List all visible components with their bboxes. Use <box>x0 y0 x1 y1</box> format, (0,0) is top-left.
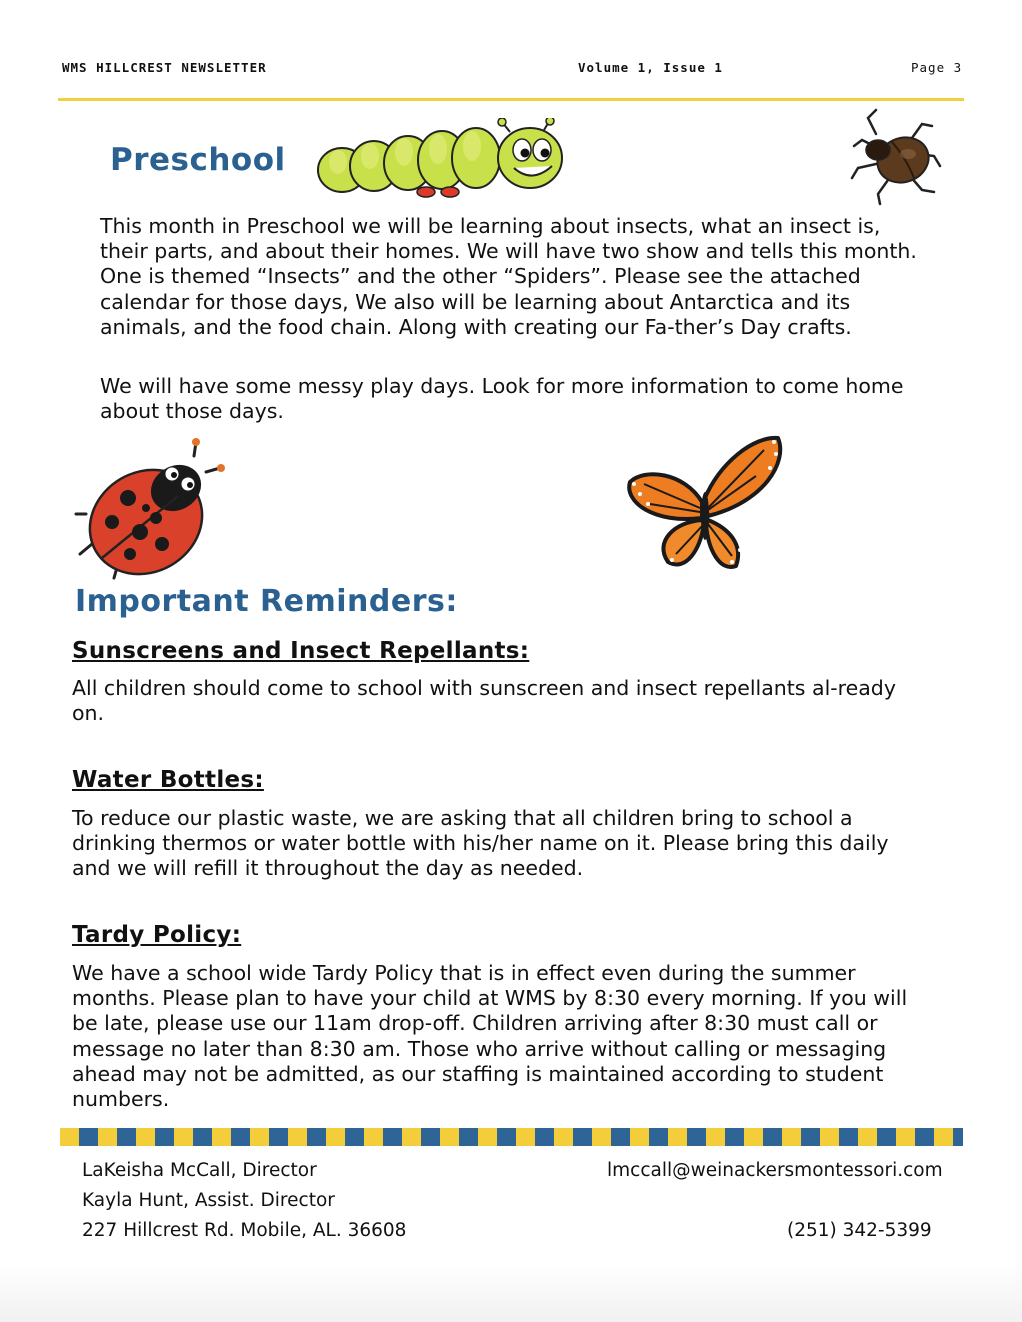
header-divider <box>58 98 964 101</box>
ladybug-icon <box>74 436 228 580</box>
water-bottles-heading: Water Bottles: <box>72 767 264 793</box>
reminders-heading: Important Reminders: <box>75 584 458 619</box>
preschool-paragraph-1: This month in Preschool we will be learning about insects, what an insect is, their parts, and about their homes. We will have two show and tells this month. One is themed “Insects” and the other “Spiders”. Please see the attached calendar for those days, We also will be learning about Antarctica and its animals, and the food chain. Along with creating our Fa-ther’s Day crafts. <box>100 214 917 339</box>
water-bottles-text: To reduce our plastic waste, we are asking that all children bring to school a drinking thermos or water bottle with his/her name on it. Please bring this daily and we will refill it throughout the day as needed. <box>72 806 889 881</box>
newsletter-title: WMS HILLCREST NEWSLETTER <box>62 60 267 75</box>
sunscreen-text: All children should come to school with sunscreen and insect repellants al-ready on. <box>72 676 896 726</box>
tardy-policy-heading: Tardy Policy: <box>72 922 242 948</box>
footer-address: 227 Hillcrest Rd. Mobile, AL. 36608 <box>82 1220 407 1241</box>
footer-stripe-divider <box>60 1128 963 1146</box>
footer-email[interactable]: lmccall@weinackersmontessori.com <box>607 1160 943 1181</box>
preschool-heading: Preschool <box>110 142 286 178</box>
viewer-bottom-edge <box>0 1262 1022 1322</box>
footer-assistant-director: Kayla Hunt, Assist. Director <box>82 1190 335 1211</box>
beetle-icon <box>848 108 944 208</box>
footer-phone: (251) 342-5399 <box>787 1220 932 1241</box>
page-number: Page 3 <box>911 60 963 75</box>
preschool-paragraph-2: We will have some messy play days. Look for more information to come home about those days. <box>100 374 904 424</box>
tardy-policy-text: We have a school wide Tardy Policy that is in effect even during the summer months. Please plan to have your child at WMS by 8:30 every morning. If you will be late, please use our 11am drop-off. Children arriving after 8:30 must call or message no later than 8:30 am. Those who arrive without calling or messaging ahead may not be admitted, as our staffing is maintained according to student numbers. <box>72 961 908 1112</box>
caterpillar-icon <box>316 118 568 198</box>
volume-issue: Volume 1, Issue 1 <box>578 60 723 75</box>
sunscreen-heading: Sunscreens and Insect Repellants: <box>72 638 530 664</box>
footer-director: LaKeisha McCall, Director <box>82 1160 317 1181</box>
butterfly-icon <box>624 432 786 574</box>
